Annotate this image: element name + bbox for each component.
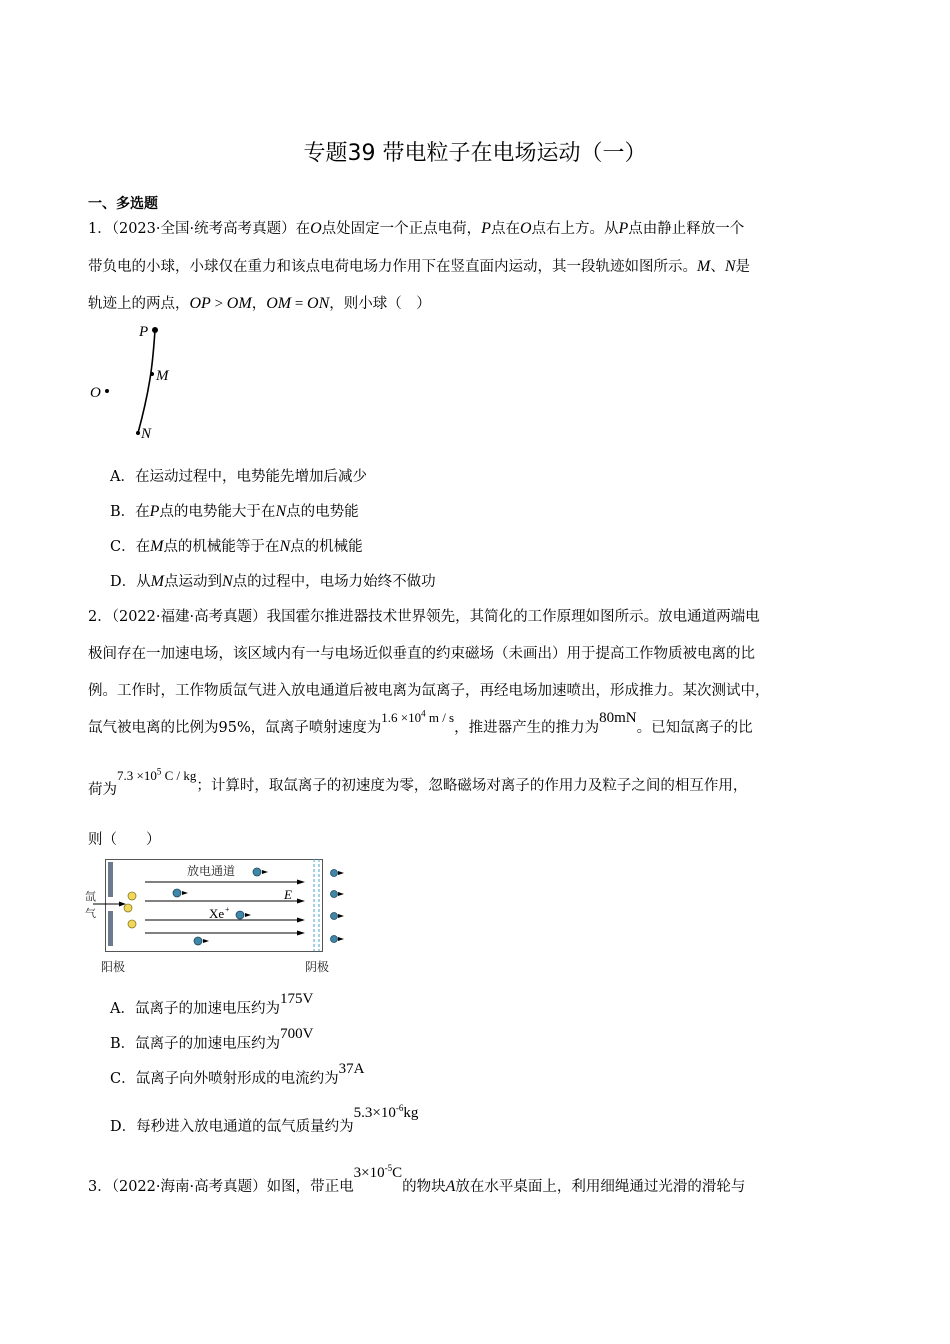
charge-ratio-value: $7.3 \times 10^5$ C / kg bbox=[117, 766, 197, 783]
q2-option-c: C．氙离子向外喷射形成的电流约为37A bbox=[110, 1061, 365, 1087]
q1-option-d: D．从M点运动到N点的过程中，电场力始终不做功 bbox=[110, 573, 436, 590]
q1-line-3: 轨迹上的两点，OP > OM，OM = ON，则小球（ ） bbox=[88, 295, 431, 312]
page-title: 专题39 带电粒子在电场运动（一） bbox=[303, 141, 647, 166]
xenon-atom-2 bbox=[124, 904, 132, 912]
q2-number: 2． bbox=[88, 609, 112, 625]
label-gas-2: 气 bbox=[85, 907, 96, 920]
q1-option-c: C．在M点的机械能等于在N点的机械能 bbox=[110, 538, 363, 555]
point-o-dot bbox=[105, 389, 109, 393]
ion-2 bbox=[173, 889, 181, 897]
q2-line-6: 则（ ） bbox=[88, 832, 161, 848]
label-e: E bbox=[284, 887, 292, 902]
label-anode: 阳极 bbox=[101, 960, 126, 974]
q2-line-3: 例。工作时，工作物质氙气进入放电通道后被电离为氙离子，再经电场加速喷出，形成推力。某次测试中， bbox=[88, 683, 770, 699]
q2-line-5: 荷为$7.3 \times 10^5$ C / kg；计算时，取氙离子的初速度为零，忽略磁场对离子的作用力及粒子之间的相互作用， bbox=[88, 766, 748, 798]
ion-4 bbox=[194, 937, 202, 945]
ion-3 bbox=[236, 911, 244, 919]
anode-plate-top bbox=[108, 862, 113, 897]
thrust-value: 80mN bbox=[599, 710, 637, 726]
xenon-atom-3 bbox=[128, 920, 136, 928]
q1-option-a: A．在运动过程中，电势能先增加后减少 bbox=[110, 469, 367, 485]
q2-option-b: B．氙离子的加速电压约为700V bbox=[110, 1026, 314, 1052]
exit-ion-1 bbox=[331, 870, 338, 877]
label-cathode: 阴极 bbox=[305, 960, 330, 974]
label-o: O bbox=[90, 385, 101, 401]
label-p: P bbox=[139, 324, 149, 340]
point-m-dot bbox=[150, 372, 154, 376]
q2-line-1: 2．（2022·福建·高考真题）我国霍尔推进器技术世界领先，其简化的工作原理如图所示。放电通道两端电 bbox=[88, 609, 760, 625]
point-n-dot bbox=[136, 431, 140, 435]
label-n: N bbox=[141, 426, 152, 442]
q2-option-a: A．氙离子的加速电压约为175V bbox=[110, 991, 314, 1017]
point-p-dot bbox=[152, 327, 158, 333]
label-gas-1: 氙 bbox=[85, 890, 96, 903]
ion-1 bbox=[253, 868, 261, 876]
q1-number: 1． bbox=[88, 221, 112, 237]
q3-line-1: 3．（2022·海南·高考真题）如图，带正电$3\times 10^{-5}C$的物块A放在水平桌面上，利用细绳通过光滑的滑轮与 bbox=[88, 1163, 746, 1195]
exit-ion-2 bbox=[331, 891, 338, 898]
trajectory-figure bbox=[85, 320, 195, 445]
q3-source: （2022·海南·高考真题） bbox=[111, 1179, 267, 1195]
label-channel: 放电通道 bbox=[187, 864, 236, 878]
trajectory-curve bbox=[138, 330, 155, 433]
q3-number: 3． bbox=[88, 1179, 112, 1195]
anode-plate-bottom bbox=[108, 911, 113, 946]
q2-line-2: 极间存在一加速电场，该区域内有一与电场近似垂直的约束磁场（未画出）用于提高工作物质被电离的比 bbox=[88, 646, 755, 662]
label-m: M bbox=[156, 368, 169, 384]
q1-line-1: 1．（2023·全国·统考高考真题）在O点处固定一个正点电荷，P点在O点右上方。从P点由静止释放一个 bbox=[88, 220, 745, 237]
q1-line-2: 带负电的小球，小球仅在重力和该点电荷电场力作用下在竖直面内运动，其一段轨迹如图所示。M、N是 bbox=[88, 258, 750, 275]
q2-option-d: D．每秒进入放电通道的氙气质量约为$5.3\times 10^{-6}kg$ bbox=[110, 1103, 419, 1135]
exit-ion-3 bbox=[331, 913, 338, 920]
q2-line-4: 氙气被电离的比例为95%，氙离子喷射速度为$1.6 \times 10^4$ m / s，推进器产生的推力为80mN。已知氙离子的比 bbox=[88, 708, 753, 736]
exit-ion-4 bbox=[331, 936, 338, 943]
q1-source: （2023·全国·统考高考真题） bbox=[111, 221, 296, 237]
label-xe-sup: + bbox=[225, 905, 230, 914]
q2-source: （2022·福建·高考真题） bbox=[111, 609, 267, 625]
section-heading: 一、多选题 bbox=[88, 196, 158, 212]
speed-value: $1.6 \times 10^4$ m / s bbox=[381, 708, 455, 725]
label-xe: Xe bbox=[209, 906, 225, 921]
xenon-atom-1 bbox=[128, 892, 136, 900]
charge-value: $3\times 10^{-5}C$ bbox=[353, 1163, 403, 1181]
hall-thruster-figure bbox=[85, 855, 360, 977]
q1-option-b: B．在P点的电势能大于在N点的电势能 bbox=[110, 503, 359, 520]
